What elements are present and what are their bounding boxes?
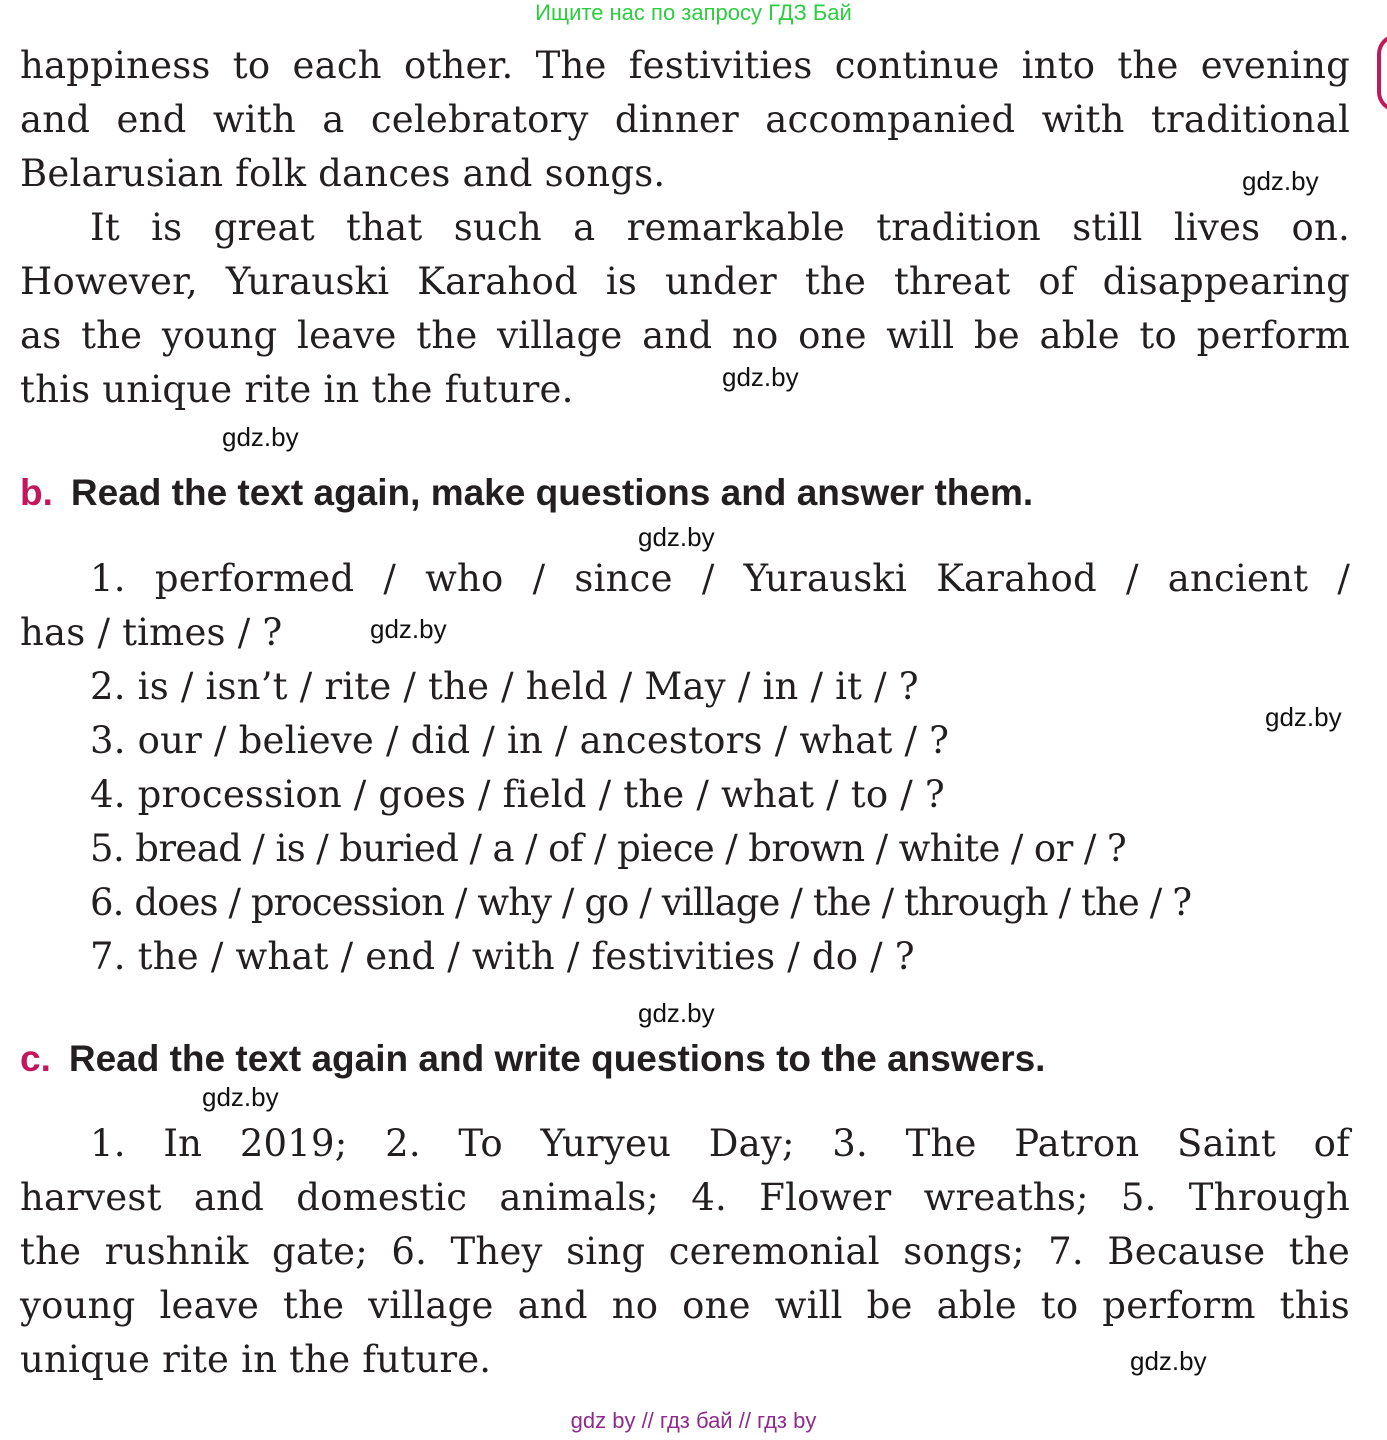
watermark: gdz.by: [638, 522, 715, 552]
passage-line: Belarusian folk dances and songs.: [20, 152, 666, 195]
answers-line: the rushnik gate; 6. They sing ceremonial songs; 7. Because the: [20, 1230, 1350, 1273]
answers-line: young leave the village and no one will be able to perform this: [20, 1284, 1350, 1327]
page-header-link[interactable]: Ищите нас по запросу ГДЗ Бай: [535, 0, 852, 25]
watermark: gdz.by: [1242, 166, 1319, 196]
passage-line: and end with a celebratory dinner accompanied with traditional: [20, 98, 1350, 141]
list-item: 1. performed / who / since / Yurauski Karahod / ancient /: [90, 557, 1350, 600]
watermark: gdz.by: [222, 422, 299, 452]
task-instruction: Read the text again, make questions and answer them.: [70, 472, 1034, 513]
passage-line: However, Yurauski Karahod is under the threat of disappearing: [20, 260, 1350, 303]
watermark: gdz.by: [722, 362, 799, 392]
list-item: 7. the / what / end / with / festivities / do / ?: [90, 935, 915, 978]
page-footer-link[interactable]: gdz by // гдз бай // гдз by: [570, 1408, 817, 1433]
watermark: gdz.by: [638, 998, 715, 1028]
answers-line: unique rite in the future.: [20, 1338, 492, 1381]
task-c-heading: [20, 1038, 1045, 1080]
list-item: 5. bread / is / buried / a / of / piece / brown / white / or / ?: [90, 827, 1127, 870]
list-item: 2. is / isn’t / rite / the / held / May / in / it / ?: [90, 665, 919, 708]
watermark: gdz.by: [1265, 702, 1342, 732]
passage-line: It is great that such a remarkable tradition still lives on.: [90, 206, 1350, 249]
page-corner-tab: [1377, 34, 1387, 112]
task-letter: b.: [20, 472, 53, 513]
list-item: 4. procession / goes / field / the / what / to / ?: [90, 773, 945, 816]
passage-line: this unique rite in the future.: [20, 368, 574, 411]
passage-line: as the young leave the village and no one will be able to perform: [20, 314, 1350, 357]
list-item: has / times / ?: [20, 611, 283, 654]
task-letter: c.: [20, 1038, 51, 1079]
passage-line: happiness to each other. The festivities continue into the evening: [20, 44, 1350, 87]
watermark: gdz.by: [1130, 1346, 1207, 1376]
task-instruction: Read the text again and write questions to the answers.: [68, 1038, 1046, 1079]
list-item: 6. does / procession / why / go / village / the / through / the / ?: [90, 881, 1192, 924]
answers-line: 1. In 2019; 2. To Yuryeu Day; 3. The Patron Saint of: [90, 1122, 1350, 1165]
watermark: gdz.by: [370, 614, 447, 644]
list-item: 3. our / believe / did / in / ancestors / what / ?: [90, 719, 950, 762]
task-b-heading: [20, 472, 1033, 514]
watermark: gdz.by: [202, 1082, 279, 1112]
answers-line: harvest and domestic animals; 4. Flower wreaths; 5. Through: [20, 1176, 1350, 1219]
